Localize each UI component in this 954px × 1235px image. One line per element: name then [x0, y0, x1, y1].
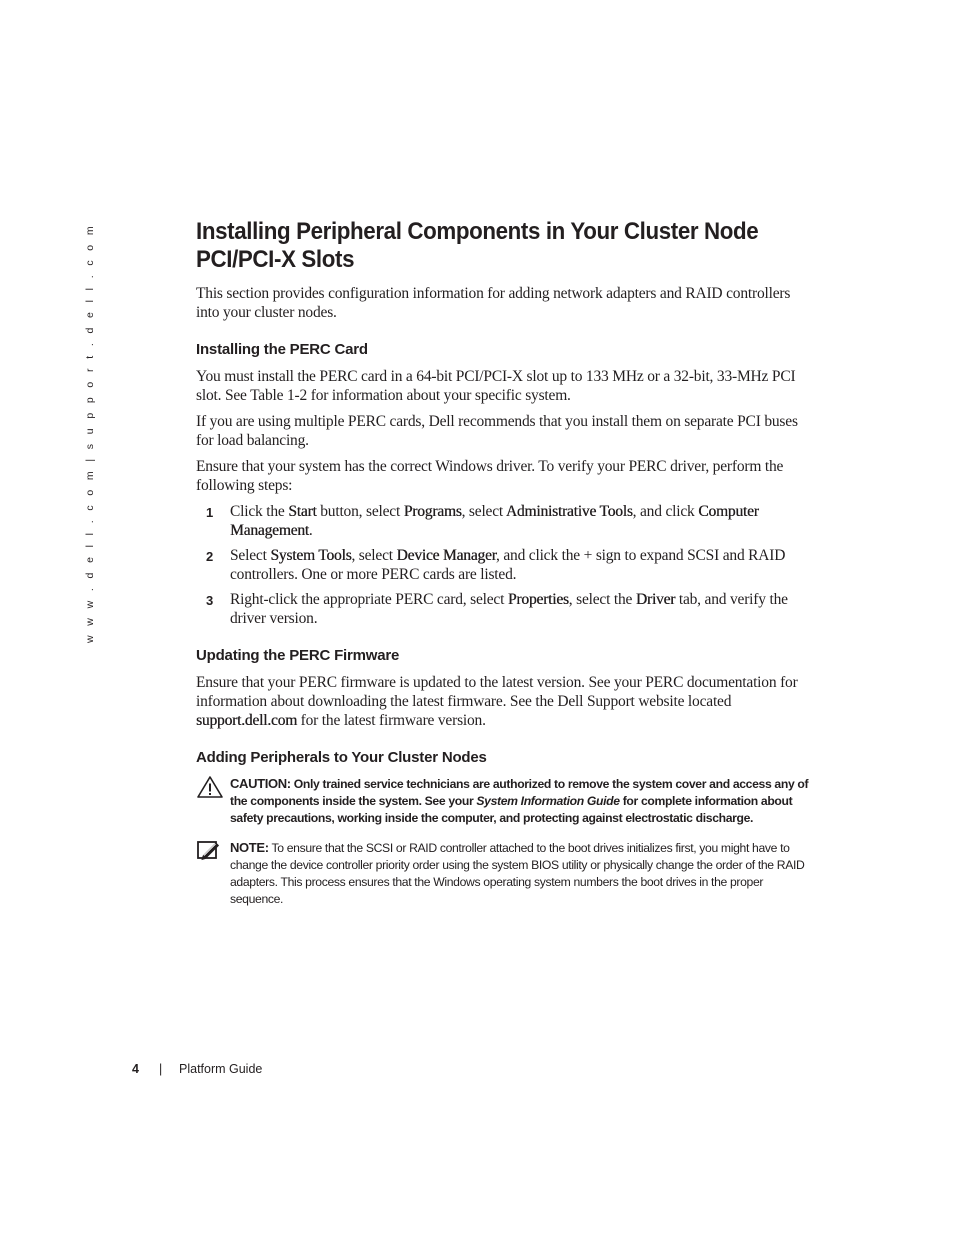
ui-term: Programs	[403, 503, 462, 520]
section-heading-firmware: Updating the PERC Firmware	[196, 647, 400, 664]
step-number: 2	[206, 549, 214, 564]
step-item: 1 Click the Start button, select Programs, select Administrative Tools, and click Computer Management.	[206, 503, 759, 539]
footer-title: Platform Guide	[179, 1062, 263, 1076]
step-number: 1	[206, 505, 214, 520]
note-notice: NOTE: To ensure that the SCSI or RAID controller attached to the boot drives initializes first, you might have to change the device controller priority order using the system BIOS utility or physically change the order of the RAID adapters. This process ensures that the Windows operating system numbers the boot drives in the proper sequence.	[196, 839, 814, 908]
step-number: 3	[206, 593, 214, 608]
steps-list	[196, 502, 814, 628]
side-url: w w w . d e l l . c o m | s u p p o r t . d e l l . c o m	[84, 223, 96, 644]
ui-term: Driver	[635, 591, 676, 608]
support-link: support.dell.com	[196, 712, 297, 729]
page-number: 4	[132, 1062, 139, 1076]
perc-paragraph-3: Ensure that your system has the correct Windows driver. To verify your PERC driver, perform the following steps:	[196, 458, 784, 494]
page-title: Installing Peripheral Components in Your Cluster Node PCI/PCI-X Slots	[196, 218, 759, 273]
ui-term: Device Manager	[396, 547, 496, 564]
page-content	[196, 218, 814, 908]
ui-term: System Tools	[270, 547, 352, 564]
ui-term: Administrative Tools	[505, 503, 633, 520]
caution-notice: CAUTION: Only trained service technicians are authorized to remove the system cover and access any of the components inside the system. See your System Information Guide for complete information about safety precautions, working inside the computer, and protecting against electrostatic discharge.	[196, 775, 814, 827]
caution-label: CAUTION:	[230, 776, 291, 791]
ui-term: Properties	[507, 591, 569, 608]
intro-paragraph: This section provides configuration information for adding network adapters and RAID controllers into your cluster nodes.	[196, 285, 791, 321]
note-label: NOTE:	[230, 840, 269, 855]
ui-term: Start	[288, 503, 317, 520]
firmware-paragraph: Ensure that your PERC firmware is updated to the latest version. See your PERC documentation for information about downloading the latest firmware. See the Dell Support website located support.dell.com for the latest firmware version.	[196, 674, 798, 729]
caution-icon	[196, 775, 224, 804]
section-heading-peripherals: Adding Peripherals to Your Cluster Nodes	[196, 749, 487, 766]
footer-separator: |	[159, 1062, 163, 1076]
ui-term: Computer Management	[230, 503, 759, 539]
step-item: 2 Select System Tools, select Device Manager, and click the + sign to expand SCSI and RAID controllers. One or more PERC cards are listed.	[206, 547, 786, 583]
note-pencil-icon	[196, 839, 220, 866]
perc-paragraph-1: You must install the PERC card in a 64-bit PCI/PCI-X slot up to 133 MHz or a 32-bit, 33-MHz PCI slot. See Table 1-2 for information about your specific system.	[196, 368, 796, 404]
step-item: 3 Right-click the appropriate PERC card, select Properties, select the Driver tab, and verify the driver version.	[206, 591, 788, 627]
perc-paragraph-2: If you are using multiple PERC cards, Dell recommends that you install them on separate PCI buses for load balancing.	[196, 413, 798, 449]
guide-title: System Information Guide	[476, 794, 620, 808]
section-heading-perc-card: Installing the PERC Card	[196, 341, 368, 358]
